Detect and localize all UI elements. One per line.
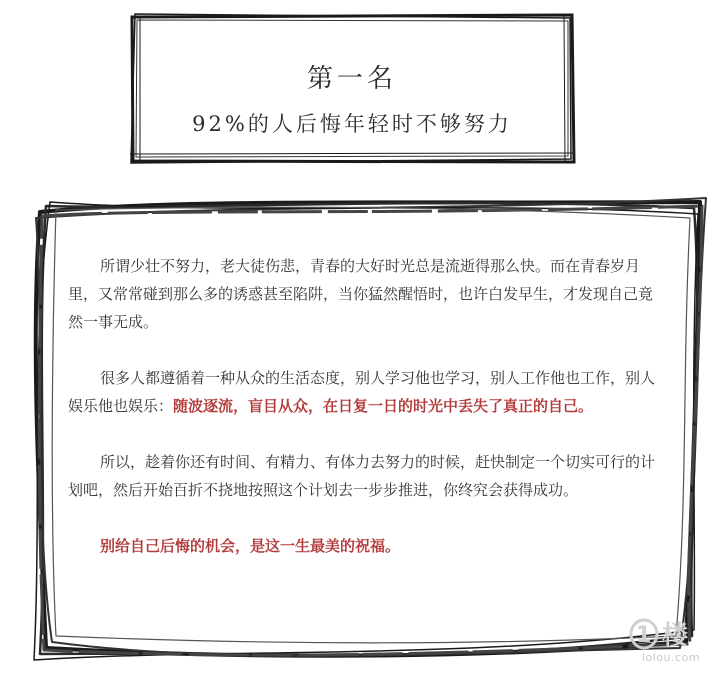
- svg-text:楼: 楼: [662, 621, 689, 650]
- page-subtitle: 92%的人后悔年轻时不够努力: [192, 112, 512, 136]
- paragraph-2-highlight: 随波逐流，盲目从众，在日复一日的时光中丢失了真正的自己。: [173, 397, 594, 415]
- closing-line: [68, 532, 658, 560]
- article-body: [68, 252, 658, 588]
- content-frame: [0, 190, 722, 676]
- page-title: 第一名: [306, 64, 397, 94]
- watermark: [624, 614, 704, 664]
- watermark-url: lolou.com: [641, 651, 700, 664]
- paragraph-2: [68, 364, 658, 420]
- closing-highlight: 别给自己后悔的机会，是这一生最美的祝福。: [100, 537, 401, 555]
- title-box: [128, 12, 576, 164]
- watermark-logo: [624, 614, 704, 650]
- svg-text:1: 1: [636, 623, 652, 648]
- paragraph-2-intro: 很多人都遵循着一种从众的生活态度，别人学习他也学习，别人工作他也工作，别人娱乐他也娱乐：: [68, 369, 656, 415]
- paragraph-3: 所以，趁着你还有时间、有精力、有体力去努力的时候，赶快制定一个切实可行的计划吧，然后开始百折不挠地按照这个计划去一步步推进，你终究会获得成功。: [68, 453, 656, 499]
- paragraph-1: 所谓少壮不努力，老大徒伤悲，青春的大好时光总是流逝得那么快。而在青春岁月里，又常常碰到那么多的诱惑甚至陷阱，当你猛然醒悟时，也许白发早生，才发现自己竟然一事无成。: [68, 257, 654, 331]
